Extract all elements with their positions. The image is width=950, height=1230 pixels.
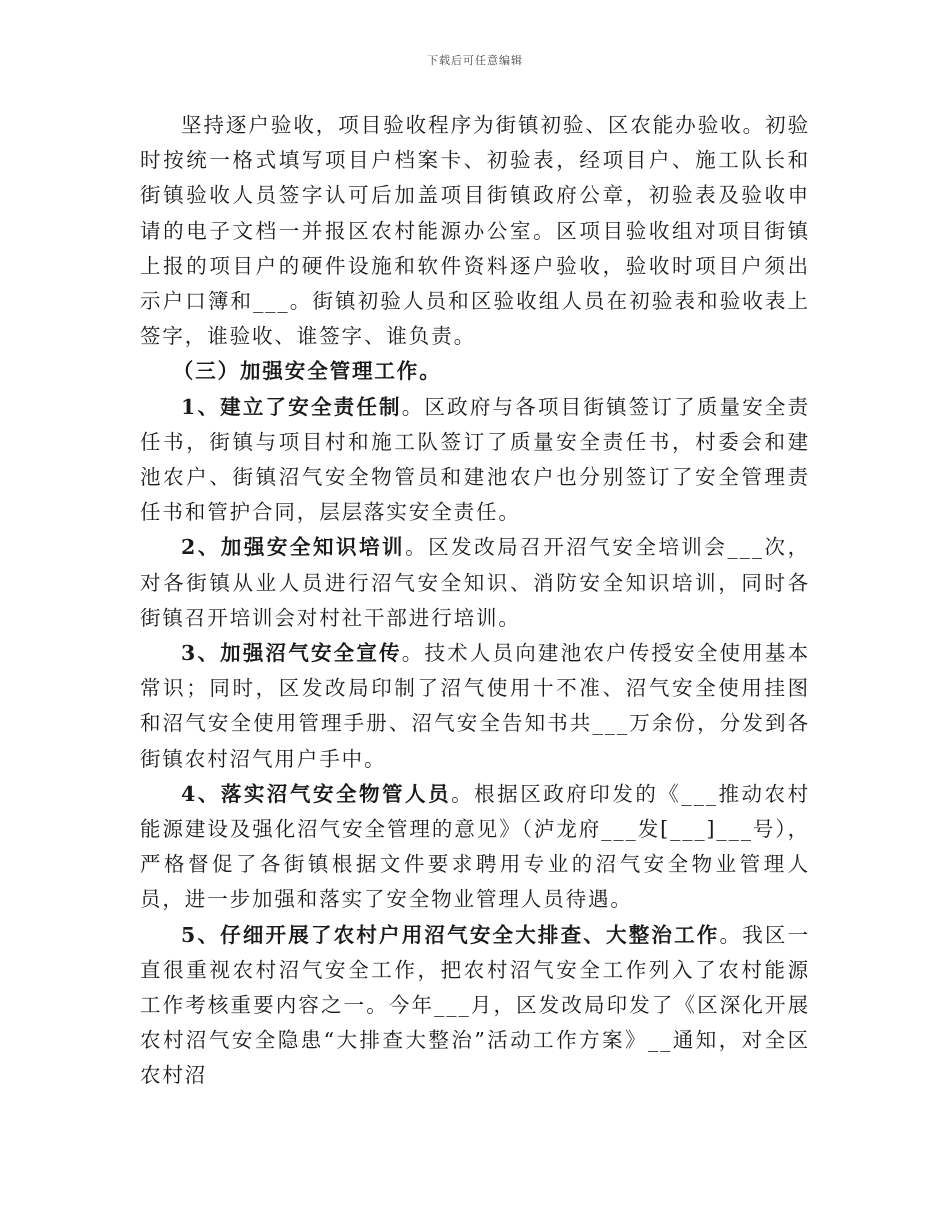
item-text: 。技术人员向建池农户传授安全使用基本常识；同时，区发改局印制了沼气使用十不准、沼气安全使用挂图和沼气安全使用管理手册、沼气安全告知书共___万余份，分发到各街镇农村沼气用户手中。 — [140, 641, 811, 771]
item-heading: 3、加强沼气安全宣传 — [181, 641, 402, 666]
list-item — [140, 777, 810, 918]
list-item — [140, 918, 810, 1094]
intro-paragraph — [140, 108, 810, 354]
item-text: 。根据区政府印发的《___推动农村能源建设及强化沼气安全管理的意见》（泸龙府___发[___]___号），严格督促了各街镇根据文件要求聘用专业的沼气安全物业管理人员，进一步加强和落实了安全物业管理人员待遇。 — [140, 781, 810, 912]
document-body — [140, 108, 810, 1094]
item-text: 。我区一直很重视农村沼气安全工作，把农村沼气安全工作列入了农村能源工作考核重要内容之一。今年___月，区发改局印发了《区深化开展农村沼气安全隐患“大排查大整治”活动工作方案》__通知，对全区农村沼 — [140, 922, 810, 1088]
item-heading: 5、仔细开展了农村户用沼气安全大排查、大整治工作 — [181, 922, 720, 947]
item-heading: 1、建立了安全责任制 — [181, 394, 402, 419]
section-heading: （三）加强安全管理工作。 — [172, 359, 442, 384]
paragraph-text: 坚持逐户验收，项目验收程序为街镇初验、区农能办验收。初验时按统一格式填写项目户档案卡、初验表，经项目户、施工队长和街镇验收人员签字认可后加盖项目街镇政府公章，初验表及验收申请的电子文档一并报区农村能源办公室。区项目验收组对项目街镇上报的项目户的硬件设施和软件资料逐户验收，验收时项目户须出示户口簿和___。街镇初验人员和区验收组人员在初验表和验收表上签字，谁验收、谁签字、谁负责。 — [140, 113, 810, 349]
list-item — [140, 530, 810, 636]
list-item — [140, 636, 810, 777]
item-text: 。区发改局召开沼气安全培训会___次，对各街镇从业人员进行沼气安全知识、消防安全知识培训，同时各街镇召开培训会对村社干部进行培训。 — [140, 535, 810, 630]
list-item — [140, 390, 810, 531]
item-text: 。区政府与各项目街镇签订了质量安全责任书，街镇与项目村和施工队签订了质量安全责任书，村委会和建池农户、街镇沼气安全物管员和建池农户也分别签订了安全管理责任书和管护合同，层层落实安全责任。 — [140, 394, 811, 525]
item-heading: 4、落实沼气安全物管人员 — [181, 781, 452, 806]
item-heading: 2、加强安全知识培训 — [181, 535, 406, 560]
page-header: 下载后可任意编辑 — [427, 54, 523, 67]
